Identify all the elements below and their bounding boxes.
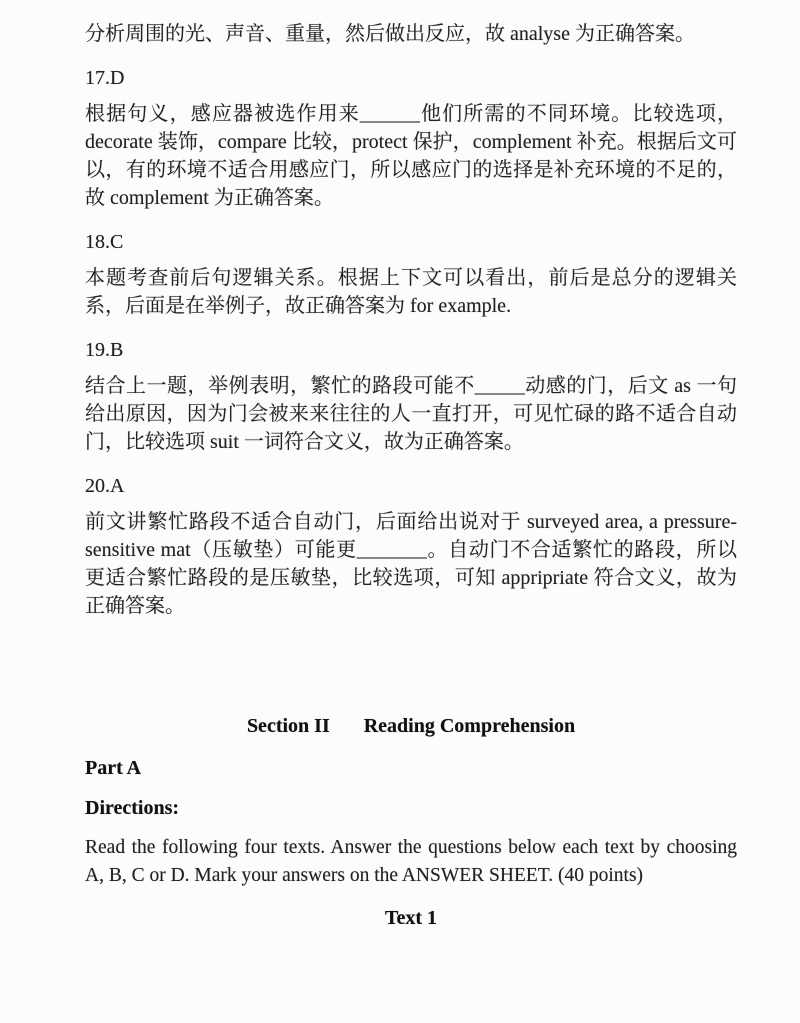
answer-explanation: 前文讲繁忙路段不适合自动门，后面给出说对于 surveyed area, a pressure-sensitive mat（压敏垫）可能更_______。自动门不合适繁忙的路段，所以更适合繁忙路段的是压敏垫，比较选项，可知 appripriate 符合文义，故为正确答案。 (85, 511, 737, 617)
answer-item-19 (85, 336, 737, 456)
section-label: Section II (246, 715, 330, 737)
directions-text: Read the following four texts. Answer the questions below each text by choosing A, B, C or D. Mark your answers on the ANSWER SHEET. (40 points) (85, 837, 737, 886)
answer-explanation: 根据句义，感应器被选作用来______他们所需的不同环境。比较选项，decorate 装饰，compare 比较，protect 保护，complement 补充。根据后文可以，有的环境不适合用感应门，所以感应门的选择是补充环境的不足的，故 complement 为正确答案。 (85, 103, 737, 209)
document-content (85, 20, 737, 932)
answer-item-20 (85, 472, 737, 620)
answer-explanation: 本题考查前后句逻辑关系。根据上下文可以看出，前后是总分的逻辑关系，后面是在举例子，故正确答案为 for example. (85, 267, 737, 317)
part-a-heading: Part A (85, 757, 142, 779)
answer-item-18 (85, 228, 737, 320)
directions-heading: Directions: (85, 797, 180, 819)
answer-number: 20.A (85, 475, 125, 497)
answer-number: 19.B (85, 339, 124, 361)
answer-number: 18.C (85, 231, 124, 253)
section-heading (85, 712, 737, 740)
answer-number: 17.D (85, 67, 125, 89)
text-1-heading: Text 1 (384, 907, 438, 929)
section-title: Reading Comprehension (363, 715, 576, 737)
answer-item-17 (85, 64, 737, 212)
paragraph-continuation: 分析周围的光、声音、重量，然后做出反应，故 analyse 为正确答案。 (85, 23, 695, 45)
answer-explanation: 结合上一题，举例表明，繁忙的路段可能不_____动感的门，后文 as 一句给出原因，因为门会被来来往往的人一直打开，可见忙碌的路不适合自动门，比较选项 suit 一词符合文义，故为正确答案。 (85, 375, 737, 453)
